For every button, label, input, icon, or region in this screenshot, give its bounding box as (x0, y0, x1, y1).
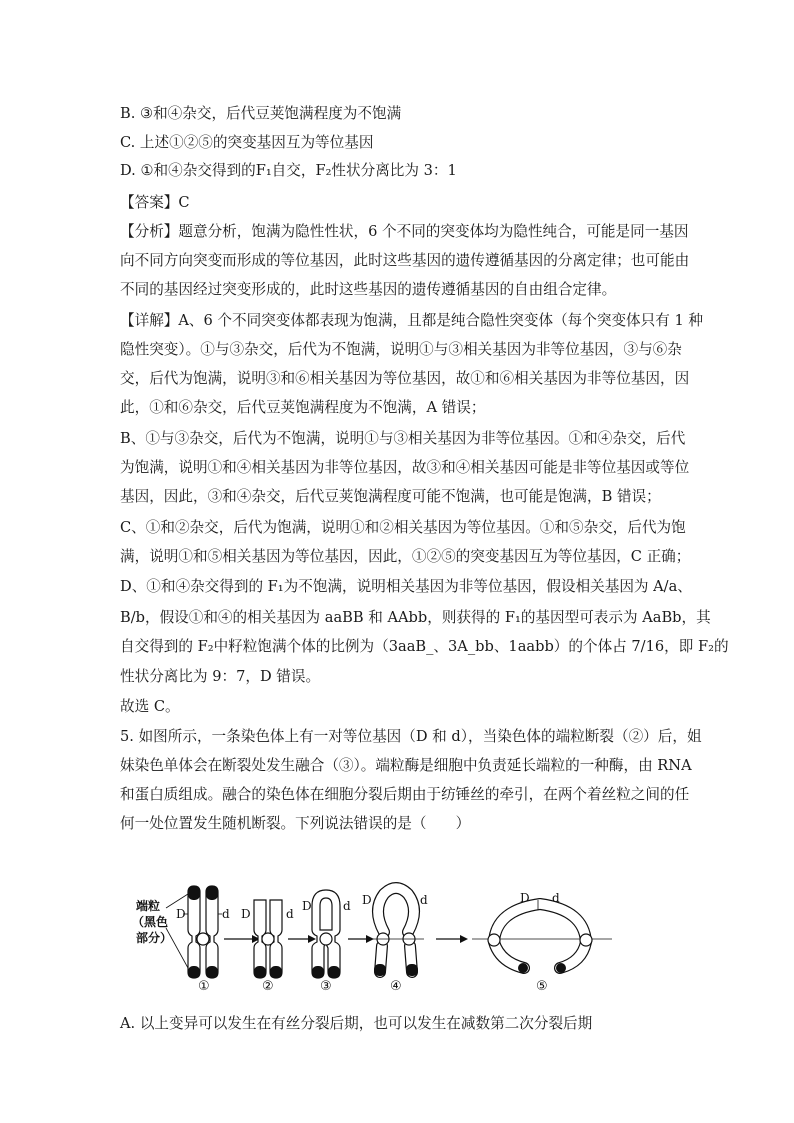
text-line: D、①和④杂交得到的 F₁为不饱满，说明相关基因为非等位基因，假设相关基因为 A/a、 (120, 578, 692, 595)
legend-label-3: 部分） (136, 931, 173, 945)
text-line: 性状分离比为 9：7，D 错误。 (120, 668, 321, 685)
gene-d-5: d (552, 891, 560, 905)
text-line: 隐性突变）。①与③杂交，后代为不饱满，说明①与③相关基因为非等位基因，③与⑥杂 (120, 341, 682, 358)
text-line: 此，①和⑥杂交，后代豆荚饱满程度为不饱满，A 错误； (120, 399, 486, 416)
gene-d-3: d (343, 899, 351, 913)
stage-label-5: ⑤ (536, 979, 548, 994)
text-line: A. 以上变异可以发生在有丝分裂后期，也可以发生在减数第二次分裂后期 (120, 1015, 593, 1032)
chromosome-diagram (132, 880, 616, 994)
stage-label-1: ① (198, 979, 210, 994)
gene-d-1: d (222, 907, 230, 921)
text-line: D. ①和④杂交得到的F₁自交，F₂性状分离比为 3：1 (120, 162, 457, 179)
text-line: 和蛋白质组成。融合的染色体在细胞分裂后期由于纺锤丝的牵引，在两个着丝粒之间的任 (120, 786, 690, 803)
chromosome-figure (132, 880, 616, 994)
text-line: 【答案】C (120, 194, 190, 211)
text-line: 基因，因此，③和④杂交，后代豆荚饱满程度可能不饱满，也可能是饱满，B 错误； (120, 488, 661, 505)
stage-label-2: ② (262, 979, 274, 994)
text-line: 自交得到的 F₂中籽粒饱满个体的比例为（3aaB_、3A_bb、1aabb）的个体占 7/16，即 F₂的 (120, 638, 729, 655)
stage-label-4: ④ (390, 979, 402, 994)
gene-d-4: d (420, 893, 428, 907)
text-line: 向不同方向突变而形成的等位基因，此时这些基因的遗传遵循基因的分离定律；也可能由 (120, 252, 690, 269)
legend-label-1: 端粒 (136, 899, 161, 913)
text-line: 为饱满，说明①和④相关基因为非等位基因，故③和④相关基因可能是非等位基因或等位 (120, 459, 690, 476)
text-line: B、①与③杂交，后代为不饱满，说明①与③相关基因为非等位基因。①和④杂交，后代 (120, 430, 686, 447)
chromosome-stage-3 (302, 890, 351, 978)
gene-D-4: D (362, 893, 372, 907)
gene-D-2: D (241, 907, 251, 921)
chromosome-stage-5 (472, 891, 612, 973)
text-line: C. 上述①②⑤的突变基因互为等位基因 (120, 134, 374, 151)
legend-label-2: （黑色 (132, 915, 169, 929)
text-line: B/b，假设①和④的相关基因为 aaBB 和 AAbb，则获得的 F₁的基因型可表示为 AaBb，其 (120, 609, 711, 626)
text-line: 【详解】A、6 个不同突变体都表现为饱满，且都是纯合隐性突变体（每个突变体只有 1 种 (120, 312, 703, 329)
gene-D-3: D (302, 899, 312, 913)
chromosome-stage-1 (176, 886, 230, 978)
text-line: 不同的基因经过突变形成的，此时这些基因的遗传遵循基因的自由组合定律。 (120, 281, 617, 298)
legend-pointer-top (166, 894, 188, 908)
text-line: 故选 C。 (120, 698, 180, 715)
text-line: 满，说明①和⑤相关基因为等位基因，因此，①②⑤的突变基因互为等位基因，C 正确； (120, 548, 691, 565)
text-line: C、①和②杂交，后代为饱满，说明①和②相关基因为等位基因。①和⑤杂交，后代为饱 (120, 519, 686, 536)
stage-label-3: ③ (320, 979, 332, 994)
text-line: 【分析】题意分析，饱满为隐性性状，6 个不同的突变体均为隐性纯合，可能是同一基因 (120, 223, 689, 240)
text-line: 交，后代为饱满，说明③和⑥相关基因为等位基因，故①和⑥相关基因为非等位基因，因 (120, 370, 690, 387)
gene-D-5: D (520, 891, 530, 905)
text-line: 5. 如图所示，一条染色体上有一对等位基因（D 和 d），当染色体的端粒断裂（②）后，姐 (120, 728, 702, 745)
text-line: B. ③和④杂交，后代豆荚饱满程度为不饱满 (120, 105, 402, 122)
gene-d-2: d (286, 907, 294, 921)
text-line: 何一处位置发生随机断裂。下列说法错误的是（ ） (120, 815, 471, 832)
legend-pointer-bottom (166, 928, 188, 968)
chromosome-stage-4 (362, 888, 428, 976)
gene-D-1: D (176, 907, 186, 921)
text-line: 妹染色单体会在断裂处发生融合（③）。端粒酶是细胞中负责延长端粒的一种酶，由 RNA (120, 757, 692, 774)
